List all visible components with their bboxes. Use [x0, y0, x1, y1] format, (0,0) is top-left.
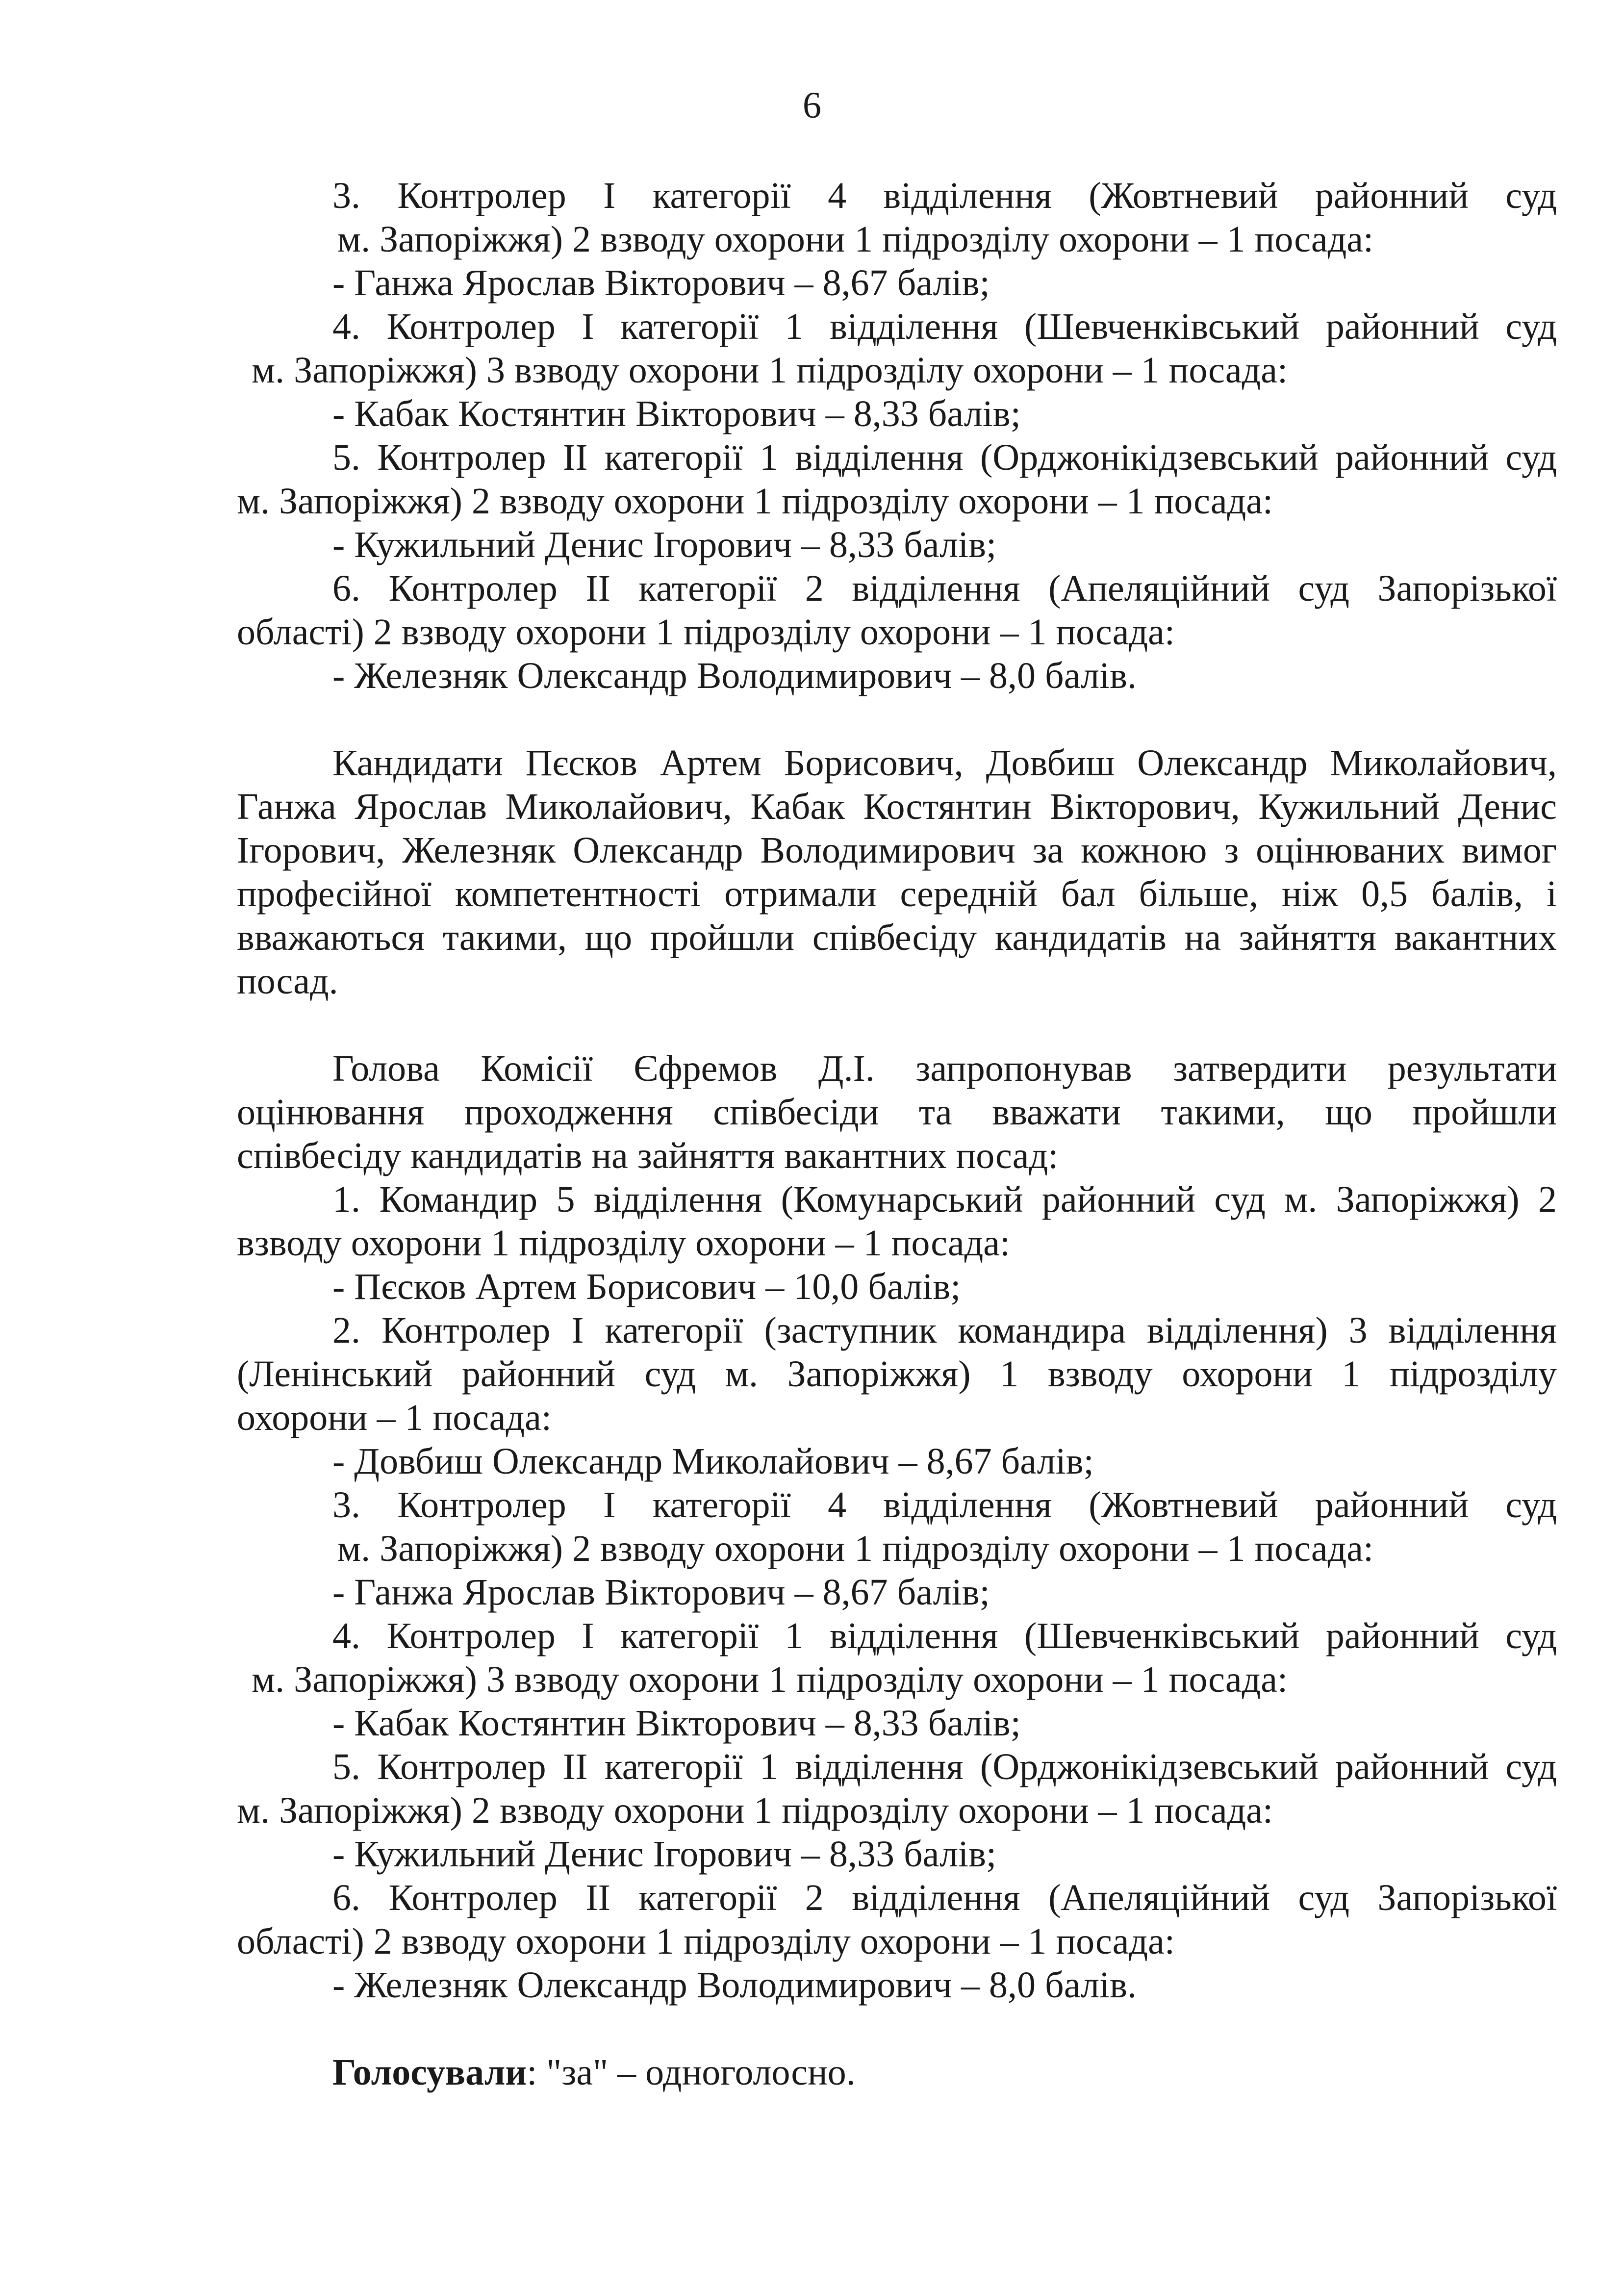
text-line: області) 2 взводу охорони 1 підрозділу охорони – 1 посада:: [237, 612, 1175, 653]
text-line: вважаються такими, що пройшли співбесіду кандидатів на зайняття вакантних: [237, 917, 1557, 958]
text-line: - Довбиш Олександр Миколайович – 8,67 балів;: [332, 1441, 1094, 1482]
text-line: 2. Контролер І категорії (заступник командира відділення) 3 відділення: [332, 1310, 1557, 1351]
text-line: - Железняк Олександр Володимирович – 8,0 балів.: [332, 655, 1137, 696]
text-line: 3. Контролер І категорії 4 відділення (Жовтневий районний суд: [332, 1484, 1557, 1526]
text-line: м. Запоріжжя) 2 взводу охорони 1 підрозділу охорони – 1 посада:: [237, 1790, 1273, 1831]
text-line: оцінювання проходження співбесіди та вважати такими, що пройшли: [237, 1092, 1557, 1133]
text-line: 4. Контролер І категорії 1 відділення (Шевченківський районний суд: [332, 306, 1557, 347]
page-number: 6: [803, 85, 821, 126]
text-line: м. Запоріжжя) 2 взводу охорони 1 підрозділу охорони – 1 посада:: [337, 219, 1374, 260]
text-line: Кандидати Пєсков Артем Борисович, Довбиш Олександр Миколайович,: [332, 742, 1557, 784]
text-line: 6. Контролер ІІ категорії 2 відділення (Апеляційний суд Запорізької: [332, 568, 1557, 609]
text-line: 3. Контролер І категорії 4 відділення (Жовтневий районний суд: [332, 175, 1557, 216]
text-line: - Кужильний Денис Ігорович – 8,33 балів;: [332, 1834, 997, 1875]
text-line: області) 2 взводу охорони 1 підрозділу охорони – 1 посада:: [237, 1921, 1175, 1962]
section-chair-proposal: [237, 1047, 1557, 2007]
text-line: м. Запоріжжя) 3 взводу охорони 1 підрозділу охорони – 1 посада:: [252, 1659, 1288, 1700]
vote-text: : "за" – одноголосно.: [527, 2052, 856, 2093]
text-line: - Ганжа Ярослав Вікторович – 8,67 балів;: [332, 1572, 990, 1613]
section-candidates-paragraph: [237, 741, 1557, 1003]
text-line: - Ганжа Ярослав Вікторович – 8,67 балів;: [332, 262, 990, 304]
text-line: - Пєсков Артем Борисович – 10,0 балів;: [332, 1266, 961, 1307]
vote-result: [237, 2051, 1557, 2094]
text-line: взводу охорони 1 підрозділу охорони – 1 посада:: [237, 1223, 1011, 1264]
text-line: 1. Командир 5 відділення (Комунарський районний суд м. Запоріжжя) 2: [332, 1179, 1557, 1220]
text-line: охорони – 1 посада:: [237, 1397, 552, 1438]
text-line: співбесіду кандидатів на зайняття вакантних посад:: [237, 1135, 1059, 1176]
vote-label: Голосували: [332, 2052, 527, 2093]
text-line: - Кужильний Денис Ігорович – 8,33 балів;: [332, 524, 997, 565]
text-line: 6. Контролер ІІ категорії 2 відділення (Апеляційний суд Запорізької: [332, 1877, 1557, 1918]
section-positions-list: [237, 174, 1557, 698]
text-line: м. Запоріжжя) 2 взводу охорони 1 підрозділу охорони – 1 посада:: [237, 481, 1273, 522]
text-line: м. Запоріжжя) 3 взводу охорони 1 підрозділу охорони – 1 посада:: [252, 350, 1288, 391]
text-line: 5. Контролер ІІ категорії 1 відділення (Орджонікідзевський районний суд: [332, 1746, 1557, 1787]
text-line: Голова Комісії Єфремов Д.І. запропонував затвердити результати: [332, 1048, 1557, 1089]
text-line: посад.: [237, 961, 338, 1002]
text-line: - Кабак Костянтин Вікторович – 8,33 балів;: [332, 1703, 1021, 1744]
text-line: 4. Контролер І категорії 1 відділення (Шевченківський районний суд: [332, 1615, 1557, 1657]
document-body: [237, 174, 1557, 2094]
text-line: Ігорович, Железняк Олександр Володимирович за кожною з оцінюваних вимог: [237, 830, 1557, 871]
paragraph-gap: [237, 1003, 1557, 1047]
text-line: - Кабак Костянтин Вікторович – 8,33 балів;: [332, 393, 1021, 434]
text-line: - Железняк Олександр Володимирович – 8,0 балів.: [332, 1964, 1137, 2006]
text-line: Ганжа Ярослав Миколайович, Кабак Костянтин Вікторович, Кужильний Денис: [237, 786, 1557, 827]
text-line: м. Запоріжжя) 2 взводу охорони 1 підрозділу охорони – 1 посада:: [337, 1528, 1374, 1569]
paragraph-gap: [237, 2007, 1557, 2051]
text-line: професійної компетентності отримали середній бал більше, ніж 0,5 балів, і: [237, 873, 1557, 915]
paragraph-gap: [237, 698, 1557, 741]
text-line: 5. Контролер ІІ категорії 1 відділення (Орджонікідзевський районний суд: [332, 437, 1557, 478]
text-line: (Ленінський районний суд м. Запоріжжя) 1 взводу охорони 1 підрозділу: [237, 1353, 1557, 1395]
